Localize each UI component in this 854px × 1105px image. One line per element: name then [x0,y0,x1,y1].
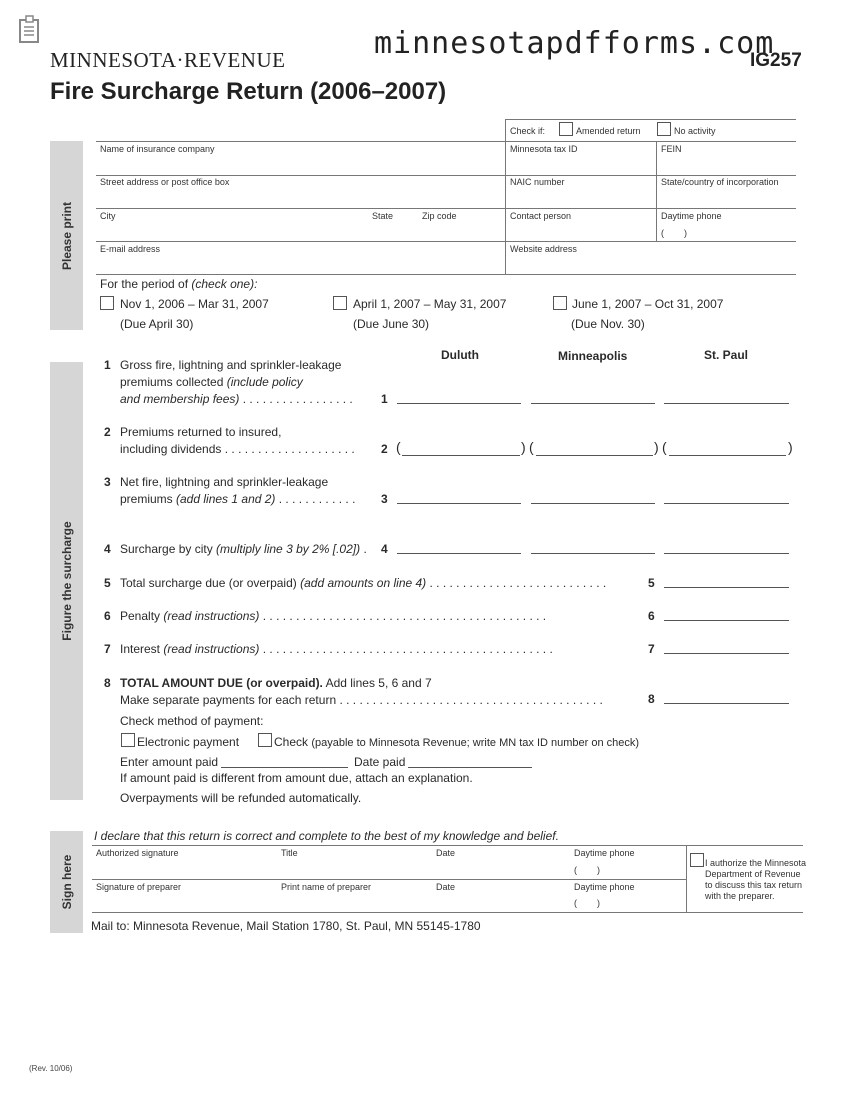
line-7-label: Interest (read instructions) . . . . . . . . . . . . . . . . . . . . . . . . . . . . . . . . . . . . . . . . . . . . [120,642,553,656]
contact-field[interactable]: Contact person [510,211,572,221]
line-3-ref: 3 [381,492,388,506]
page-title: Fire Surcharge Return (2006–2007) [50,78,447,105]
line-4-label: Surcharge by city (multiply line 3 by 2% [.02]) . [120,542,367,556]
line-1-minneapolis[interactable] [531,403,655,404]
city-field[interactable]: City [100,211,116,221]
line-4-st-paul[interactable] [664,553,789,554]
check-if-label: Check if: [510,126,546,136]
period-due-3: (Due Nov. 30) [571,317,645,331]
line-5-label: Total surcharge due (or overpaid) (add amounts on line 4) . . . . . . . . . . . . . . . . . . . . . . . . . . . [120,576,607,590]
line-1-label: Gross fire, lightning and sprinkler-leakage premiums collected (include policy and membership fees) . . . . . . . . . . . . . . . . . [120,358,353,406]
state-field[interactable]: State [372,211,394,221]
line-8-number: 8 [104,676,111,690]
line-1-st-paul[interactable] [664,403,789,404]
sign-phone-parens: ( ) [574,865,600,875]
line-1-ref: 1 [381,392,388,406]
line-2-number: 2 [104,425,111,439]
date-paid-input[interactable] [408,767,532,768]
line-2-st-paul[interactable] [669,455,786,456]
no-activity-label: No activity [674,126,716,136]
column-st-paul: St. Paul [704,348,749,362]
sidebar-figure-surcharge: Figure the surcharge [50,362,83,800]
mailing-address: Mail to: Minnesota Revenue, Mail Station 1780, St. Paul, MN 55145-1780 [91,919,481,933]
period-checkbox-3[interactable] [553,296,567,310]
zip-field[interactable]: Zip code [422,211,457,221]
sign-daytime-phone-field[interactable]: Daytime phone [574,848,635,858]
phone-parens: ( ) [661,228,687,238]
preparer-date-field[interactable]: Date [436,882,456,892]
period-range-3: June 1, 2007 – Oct 31, 2007 [572,297,724,311]
no-activity-checkbox[interactable] [657,122,671,136]
line-5-ref: 5 [648,576,655,590]
line-3-number: 3 [104,475,111,489]
preparer-signature-field[interactable]: Signature of preparer [96,882,182,892]
check-payment-checkbox[interactable] [258,733,272,747]
watermark: minnesotapdfforms.com [374,26,775,61]
document-icon [18,14,42,44]
line-5-number: 5 [104,576,111,590]
fein-field[interactable]: FEIN [661,144,682,154]
amount-paid-input[interactable] [221,767,348,768]
preparer-phone-parens: ( ) [574,898,600,908]
sidebar-sign-here: Sign here [50,831,83,933]
line-3-minneapolis[interactable] [531,503,655,504]
period-due-2: (Due June 30) [353,317,430,331]
line-5-amount[interactable] [664,587,789,588]
sidebar-please-print: Please print [50,141,83,330]
line-6-amount[interactable] [664,620,789,621]
authorized-signature-field[interactable]: Authorized signature [96,848,179,858]
check-payment-label: Check (payable to Minnesota Revenue; write MN tax ID number on check) [274,735,640,749]
electronic-payment-label: Electronic payment [137,735,240,749]
period-range-2: April 1, 2007 – May 31, 2007 [353,297,507,311]
line-8-amount[interactable] [664,703,789,704]
period-label: For the period of (check one): [100,277,258,291]
amount-paid-label: Enter amount paid [120,755,219,769]
line-4-number: 4 [104,542,111,556]
period-checkbox-1[interactable] [100,296,114,310]
line-6-ref: 6 [648,609,655,623]
period-range-1: Nov 1, 2006 – Mar 31, 2007 [120,297,269,311]
amended-checkbox[interactable] [559,122,573,136]
line-2-minneapolis[interactable] [536,455,653,456]
line-4-minneapolis[interactable] [531,553,655,554]
amended-label: Amended return [576,126,641,136]
column-minneapolis: Minneapolis [558,349,628,363]
line-1-number: 1 [104,358,111,372]
email-field[interactable]: E-mail address [100,244,161,254]
declaration: I declare that this return is correct and complete to the best of my knowledge and belief. [94,829,559,843]
preparer-daytime-phone-field[interactable]: Daytime phone [574,882,635,892]
daytime-phone-field[interactable]: Daytime phone [661,211,722,221]
state-country-field[interactable]: State/country of incorporation [661,177,779,187]
line-4-duluth[interactable] [397,553,521,554]
line-7-amount[interactable] [664,653,789,654]
website-field[interactable]: Website address [510,244,577,254]
column-duluth: Duluth [441,348,479,362]
form-code: IG257 [750,50,802,71]
line-3-label: Net fire, lightning and sprinkler-leakage premiums (add lines 1 and 2) . . . . . . . . . . . . [120,475,356,506]
amount-difference-note: If amount paid is different from amount due, attach an explanation. [120,771,473,785]
line-4-ref: 4 [381,542,388,556]
line-8-ref: 8 [648,692,655,706]
period-due-1: (Due April 30) [120,317,194,331]
line-6-label: Penalty (read instructions) . . . . . . . . . . . . . . . . . . . . . . . . . . . . . . . . . . . . . . . . . . . [120,609,547,623]
title-field[interactable]: Title [281,848,298,858]
payment-method-label: Check method of payment: [120,714,264,728]
tax-id-field[interactable]: Minnesota tax ID [510,144,578,154]
agency-name: MINNESOTA·REVENUE [50,48,286,72]
line-2-label: Premiums returned to insured, including dividends . . . . . . . . . . . . . . . . . . . . [120,425,355,456]
preparer-name-field[interactable]: Print name of preparer [281,882,372,892]
street-field[interactable]: Street address or post office box [100,177,230,187]
authorize-preparer-text: I authorize the Minnesota Department of Revenue to discuss this tax return with the preparer. [705,858,807,901]
period-checkbox-2[interactable] [333,296,347,310]
overpayment-note: Overpayments will be refunded automatically. [120,791,362,805]
line-7-ref: 7 [648,642,655,656]
line-2-duluth[interactable] [402,455,520,456]
line-1-duluth[interactable] [397,403,521,404]
company-name-field[interactable]: Name of insurance company [100,144,215,154]
line-3-st-paul[interactable] [664,503,789,504]
line-6-number: 6 [104,609,111,623]
authorize-preparer-checkbox[interactable] [690,853,704,867]
line-2-ref: 2 [381,442,388,456]
line-8-label: TOTAL AMOUNT DUE (or overpaid). Add lines 5, 6 and 7 Make separate payments for each return . . . . . . . . . . . . . . . . . . . . . . . . . . . . . . . . . . . . . . . . [120,676,603,707]
naic-field[interactable]: NAIC number [510,177,565,187]
revision-date: (Rev. 10/06) [29,1064,73,1073]
line-3-duluth[interactable] [397,503,521,504]
date-field[interactable]: Date [436,848,456,858]
electronic-payment-checkbox[interactable] [121,733,135,747]
date-paid-label: Date paid [354,755,406,769]
line-7-number: 7 [104,642,111,656]
